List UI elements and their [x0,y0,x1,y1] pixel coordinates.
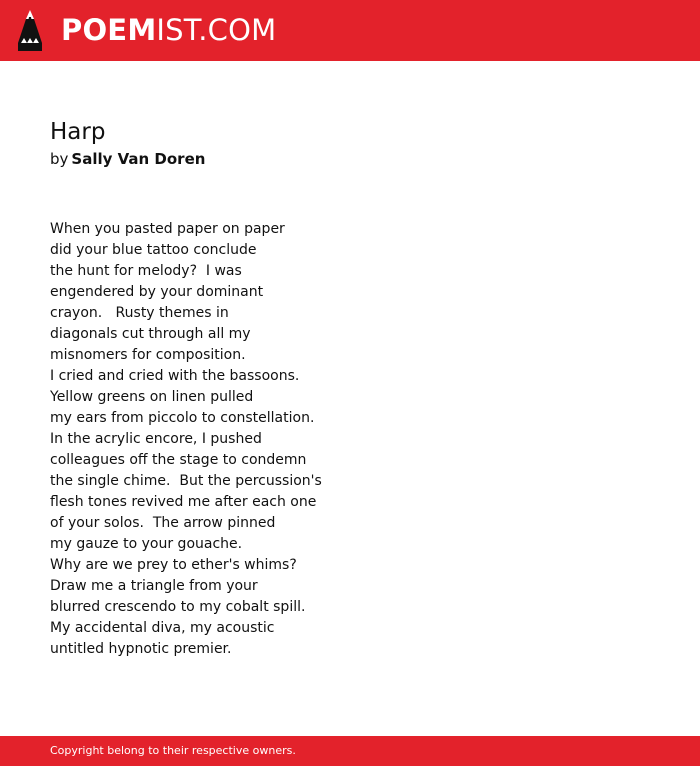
brand-light: IST.COM [156,13,277,47]
poem-line: When you pasted paper on paper [50,221,285,237]
poem-byline [50,149,205,169]
poem-line: the single chime. But the percussion's [50,473,322,489]
poem-title: Harp [50,119,106,145]
site-logo-text [61,10,276,51]
poem-line: my ears from piccolo to constellation. [50,410,315,426]
poem-line: my gauze to your gouache. [50,536,243,552]
poem-line: Draw me a triangle from your [50,578,258,594]
site-header [0,0,700,61]
poem-line: misnomers for composition. [50,347,246,363]
pencil-tip-icon [18,10,42,51]
poem-line: blurred crescendo to my cobalt spill. [50,599,306,615]
poem-line: diagonals cut through all my [50,326,251,342]
poem-line: flesh tones revived me after each one [50,494,317,510]
site-logo-link[interactable] [18,10,276,51]
poem-line: of your solos. The arrow pinned [50,515,276,531]
poem-line: colleagues off the stage to condemn [50,452,307,468]
poem-line: untitled hypnotic premier. [50,641,232,657]
poem-line: Why are we prey to ether's whims? [50,557,297,573]
copyright-notice: Copyright belong to their respective owners. [50,744,296,757]
poem-line: did your blue tattoo conclude [50,242,257,258]
poem-line: the hunt for melody? I was [50,263,242,279]
poem-line: My accidental diva, my acoustic [50,620,275,636]
poem-line: I cried and cried with the bassoons. [50,368,300,384]
byline-prefix: by [50,150,69,168]
poem-line: In the acrylic encore, I pushed [50,431,262,447]
poem-body [50,219,350,660]
brand-bold: POEM [61,13,157,47]
poem-author: Sally Van Doren [71,150,206,168]
poem-line: crayon. Rusty themes in [50,305,229,321]
site-footer [0,736,700,766]
poem-line: Yellow greens on linen pulled [50,389,254,405]
poem-line: engendered by your dominant [50,284,264,300]
